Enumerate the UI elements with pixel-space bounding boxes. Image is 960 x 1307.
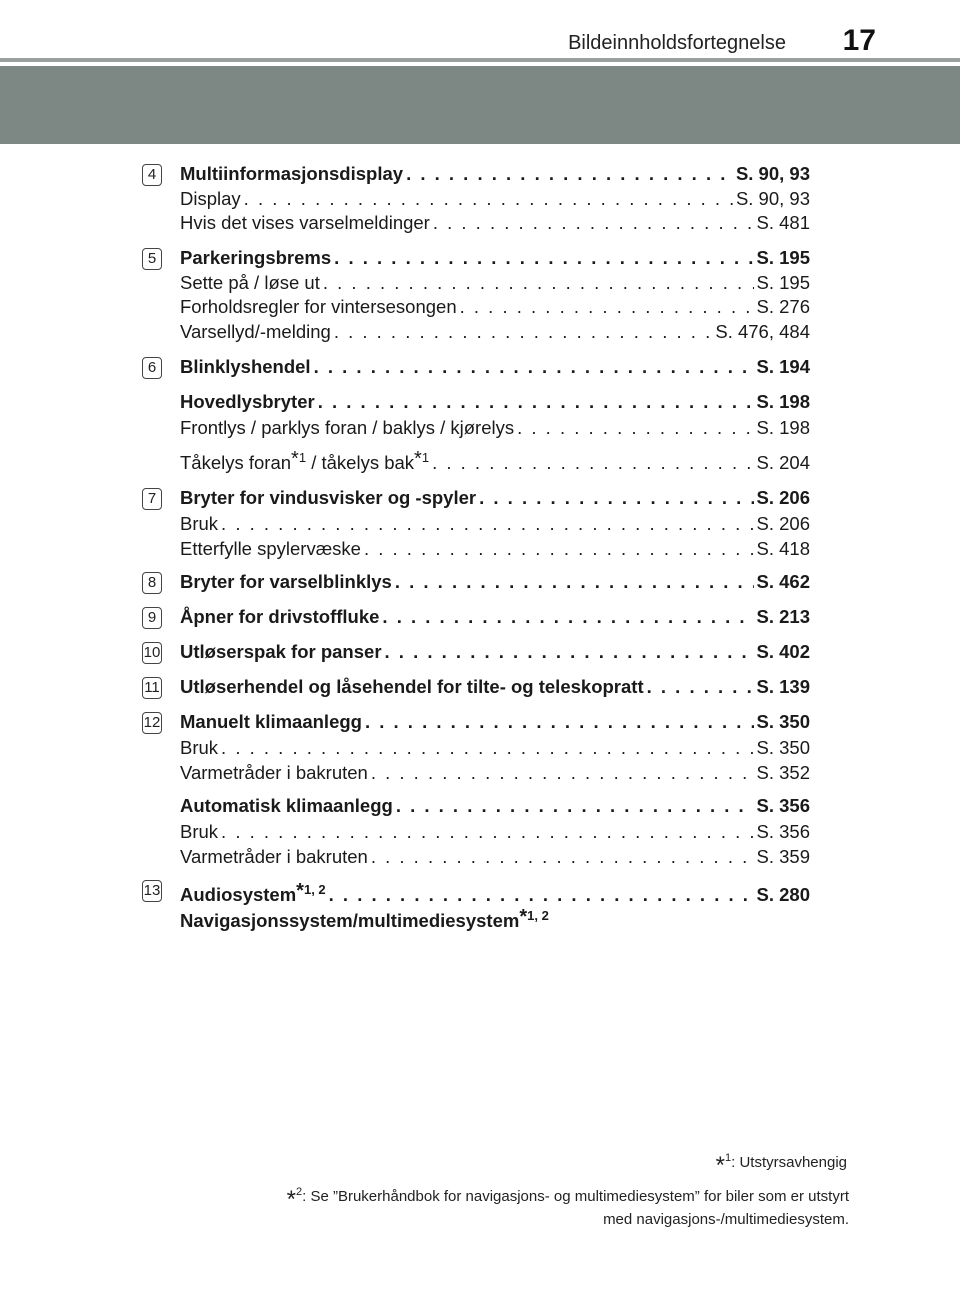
leader-dots — [323, 271, 754, 295]
toc-page-ref: S. 352 — [756, 762, 810, 783]
page-number: 17 — [842, 24, 876, 57]
toc-link-blinklyshendel[interactable] — [180, 355, 810, 379]
callout-badge-11: 11 — [142, 677, 162, 699]
toc-link-varmetrader-manuelt[interactable] — [180, 761, 810, 785]
toc-page-ref: S. 276 — [756, 296, 810, 317]
leader-dots — [371, 761, 754, 785]
leader-dots — [395, 570, 754, 594]
toc-entry-label: Hvis det vises varselmeldinger — [180, 212, 430, 233]
toc-entry-label: Blinklyshendel — [180, 356, 311, 377]
toc-page-ref: S. 213 — [756, 606, 810, 627]
toc-page-ref: S. 206 — [756, 487, 810, 508]
footnote-marker: *1 — [414, 448, 430, 470]
toc-page-ref: S. 198 — [756, 391, 810, 412]
leader-dots — [647, 675, 754, 699]
toc-entry-label: Bruk — [180, 821, 219, 842]
toc-entry-label: Frontlys / parklys foran / baklys / kjørelys — [180, 417, 515, 438]
toc-page-ref: S. 476, 484 — [715, 321, 810, 342]
toc-entry-label: Navigasjonssystem/multimediesystem — [180, 910, 520, 931]
footnote-marker: *1, 2 — [296, 880, 326, 902]
toc-link-bruk[interactable] — [180, 512, 810, 536]
toc-link-automatisk-klimaanlegg[interactable] — [180, 794, 810, 818]
footnote-marker: *1, 2 — [519, 906, 549, 928]
page-header — [0, 0, 960, 57]
toc-link-hovedlysbryter[interactable] — [180, 390, 810, 414]
footnote-1: *$^1$: Utstyrsavhengig — [715, 1152, 847, 1179]
toc-link-vindusvisker[interactable] — [180, 486, 810, 510]
toc-link-varselmeldinger[interactable] — [180, 211, 810, 235]
callout-badge-12: 12 — [142, 712, 162, 734]
toc-page-ref: S. 139 — [756, 676, 810, 697]
toc-link-spylervaeske[interactable] — [180, 537, 810, 561]
toc-link-varmetrader-automatisk[interactable] — [180, 845, 810, 869]
toc-link-bruk-automatisk[interactable] — [180, 820, 810, 844]
toc-entry-label: Utløserhendel og låsehendel for tilte- og teleskopratt — [180, 676, 644, 697]
leader-dots — [244, 187, 733, 211]
toc-entry-label: Parkeringsbrems — [180, 247, 332, 268]
toc-link-multiinformasjonsdisplay[interactable] — [180, 162, 810, 186]
toc-entry-label: Åpner for drivstoffluke — [180, 606, 380, 627]
toc-page-ref: S. 206 — [756, 513, 810, 534]
leader-dots — [460, 295, 754, 319]
toc-page-ref: S. 356 — [756, 821, 810, 842]
toc-entry-label: Varmetråder i bakruten — [180, 846, 368, 867]
leader-dots — [396, 794, 754, 818]
toc-entry-label: Bruk — [180, 737, 219, 758]
leader-dots — [364, 537, 754, 561]
toc-entry-label: Varmetråder i bakruten — [180, 762, 368, 783]
toc-link-varselblinklys[interactable] — [180, 570, 810, 594]
toc-entry-label: Multiinformasjonsdisplay — [180, 163, 404, 184]
toc-page-ref: S. 359 — [756, 846, 810, 867]
leader-dots — [479, 486, 753, 510]
toc-link-parkeringsbrems[interactable] — [180, 246, 810, 270]
leader-dots — [517, 416, 753, 440]
toc-link-panser[interactable] — [180, 640, 810, 664]
leader-dots — [385, 640, 754, 664]
toc-entry-label: Etterfylle spylervæske — [180, 538, 361, 559]
toc-entry-label — [180, 446, 429, 475]
toc-entry-label: Manuelt klimaanlegg — [180, 711, 362, 732]
toc-link-vintersesongen[interactable] — [180, 295, 810, 319]
toc-page-ref: S. 356 — [756, 795, 810, 816]
toc-page-ref: S. 402 — [756, 641, 810, 662]
leader-dots — [221, 820, 753, 844]
toc-entry-label: Forholdsregler for vintersesongen — [180, 296, 457, 317]
toc-link-varsellyd[interactable] — [180, 320, 810, 344]
toc-link-drivstoffluke[interactable] — [180, 605, 810, 629]
toc-entry-label: Varsellyd/-melding — [180, 321, 331, 342]
section-title: Bildeinnholdsfortegnelse — [568, 32, 786, 54]
leader-dots — [382, 605, 753, 629]
leader-dots — [371, 845, 754, 869]
toc-link-bruk-manuelt[interactable] — [180, 736, 810, 760]
callout-badge-4: 4 — [142, 164, 162, 186]
toc-link-frontlys[interactable] — [180, 416, 810, 440]
illustration-band — [0, 66, 960, 144]
toc-page-ref: S. 198 — [756, 417, 810, 438]
toc-page-ref: S. 90, 93 — [735, 188, 810, 209]
toc-link-display[interactable] — [180, 187, 810, 211]
callout-badge-8: 8 — [142, 572, 162, 594]
leader-dots — [318, 390, 754, 414]
toc-page-ref: S. 350 — [756, 711, 810, 732]
toc-link-takelys[interactable] — [180, 446, 810, 473]
toc-page-ref: S. 90, 93 — [735, 163, 810, 184]
toc-page-ref: S. 481 — [756, 212, 810, 233]
callout-badge-9: 9 — [142, 607, 162, 629]
toc-entry-label: Bruk — [180, 513, 219, 534]
footnote-2: *$^2$: Se ”Brukerhåndbok for navigasjons- og multimediesystem” for biler som er utstyrt med navigasjons-/multimediesystem. — [286, 1186, 849, 1228]
toc-entry-label-part: / tåkelys bak — [306, 452, 415, 473]
toc-entry-label — [180, 878, 326, 907]
toc-page-ref: S. 462 — [756, 571, 810, 592]
callout-badge-6: 6 — [142, 357, 162, 379]
footnote-marker: *1 — [291, 448, 307, 470]
leader-dots — [334, 246, 753, 270]
leader-dots — [334, 320, 713, 344]
toc-page-ref: S. 194 — [756, 356, 810, 377]
toc-entry-label-part: Tåkelys foran — [180, 452, 292, 473]
toc-entry-label: Utløserspak for panser — [180, 641, 382, 662]
leader-dots — [433, 211, 754, 235]
header-divider — [0, 58, 960, 62]
callout-badge-5: 5 — [142, 248, 162, 270]
leader-dots — [221, 736, 753, 760]
toc-link-manuelt-klimaanlegg[interactable] — [180, 710, 810, 734]
toc-page-ref: S. 280 — [756, 884, 810, 905]
toc-link-navigasjonssystem[interactable] — [180, 904, 549, 933]
toc-entry-label: Bryter for varselblinklys — [180, 571, 392, 592]
toc-page-ref: S. 350 — [756, 737, 810, 758]
toc-link-teleskopratt[interactable] — [180, 675, 810, 699]
toc-entry-label: Display — [180, 188, 241, 209]
callout-badge-13: 13 — [142, 880, 162, 902]
toc-entry-label: Sette på / løse ut — [180, 272, 320, 293]
toc-page-ref: S. 195 — [756, 247, 810, 268]
toc-entry-label: Automatisk klimaanlegg — [180, 795, 393, 816]
toc-entry-label: Hovedlysbryter — [180, 391, 315, 412]
leader-dots — [221, 512, 753, 536]
toc-entry-label-part: Audiosystem — [180, 884, 297, 905]
toc-page-ref: S. 195 — [756, 272, 810, 293]
toc-link-sette-pa-lose-ut[interactable] — [180, 271, 810, 295]
leader-dots — [365, 710, 754, 734]
callout-badge-7: 7 — [142, 488, 162, 510]
callout-badge-10: 10 — [142, 642, 162, 664]
leader-dots — [314, 355, 754, 379]
leader-dots — [406, 162, 733, 186]
toc-link-audiosystem[interactable] — [180, 878, 810, 905]
toc-page-ref: S. 204 — [756, 452, 810, 473]
toc-page-ref: S. 418 — [756, 538, 810, 559]
toc-entry-label: Bryter for vindusvisker og -spyler — [180, 487, 477, 508]
leader-dots — [432, 451, 753, 475]
